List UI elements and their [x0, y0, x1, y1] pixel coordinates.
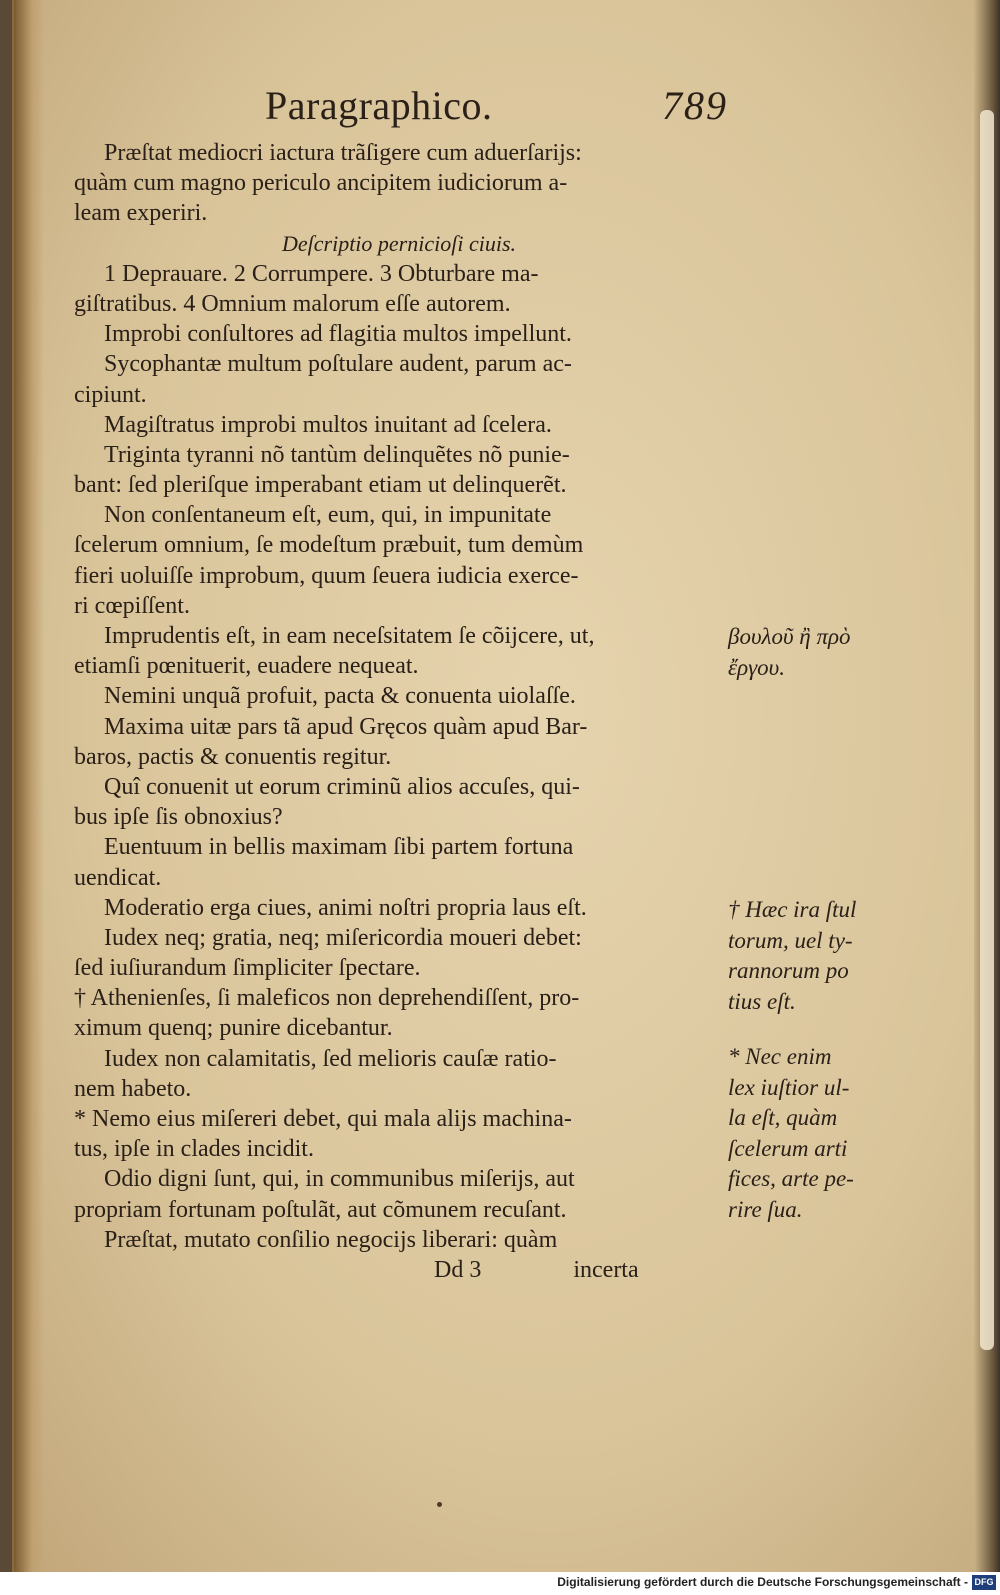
text-line: cipiunt.	[74, 381, 147, 408]
text-line: uendicat.	[74, 864, 162, 891]
margin-note-line: la eſt, quàm	[728, 1105, 838, 1130]
text-line: ximum quenq; punire dicebantur.	[74, 1015, 393, 1042]
page-gutter-shadow	[14, 0, 44, 1572]
dfg-logo: DFG	[972, 1575, 996, 1590]
text-line: baros, pactis & conuentis regitur.	[74, 743, 392, 770]
text-line: fieri uoluiſſe improbum, quum ſeuera iudicia exerce-	[74, 562, 579, 589]
running-header	[265, 82, 740, 132]
text-line: Magiſtratus improbi multos inuitant ad ſcelera.	[104, 411, 552, 438]
digitization-footer	[0, 1572, 1000, 1595]
text-line: propriam fortunam poſtulãt, aut cõmunem recuſant.	[74, 1196, 567, 1223]
page-edge-strip	[980, 110, 994, 1350]
text-line: nem habeto.	[74, 1075, 192, 1102]
ink-speck	[437, 1502, 442, 1507]
text-line: Improbi conſultores ad flagitia multos impellunt.	[104, 321, 572, 348]
margin-note-line: ſcelerum arti	[728, 1135, 848, 1161]
text-line: Non conſentaneum eſt, eum, qui, in impunitate	[104, 502, 552, 529]
text-line: Imprudentis eſt, in eam neceſsitatem ſe cõijcere, ut,	[104, 623, 595, 649]
text-line: * Nemo eius miſereri debet, qui mala alijs machina-	[74, 1106, 572, 1132]
text-line: † Athenienſes, ſi maleficos non deprehendiſſent, pro-	[74, 985, 580, 1012]
text-line: etiamſi pœnituerit, euadere nequeat.	[74, 653, 419, 680]
text-line: Triginta tyranni nõ tantùm delinquẽtes nõ punie-	[104, 441, 570, 468]
signature-line	[74, 1255, 724, 1285]
margin-note-line: torum, uel ty-	[728, 927, 853, 953]
main-text-block	[74, 138, 724, 1285]
margin-note-line: βουλοῦ ἢ πρὸ	[728, 624, 851, 649]
text-line: Odio digni ſunt, qui, in communibus miſerijs, aut	[104, 1166, 575, 1193]
margin-note-line: tius eſt.	[728, 988, 796, 1014]
text-line: Sycophantæ multum poſtulare audent, parum ac-	[104, 351, 572, 378]
text-line: ri cœpiſſent.	[74, 592, 190, 619]
page-number: 789	[662, 83, 728, 128]
text-line: Quî conuenit ut eorum criminũ alios accuſes, qui-	[104, 773, 580, 800]
text-line: Iudex neq; gratia, neq; miſericordia moueri debet:	[104, 924, 582, 951]
text-line: Præſtat, mutato conſilio negocijs liberari: quàm	[104, 1226, 558, 1253]
margin-note-line: rire ſua.	[728, 1196, 803, 1222]
margin-note-line: fices, arte pe-	[728, 1166, 854, 1191]
section-heading: Deſcriptio pernicioſi ciuis.	[281, 230, 517, 256]
text-line: Nemini unquã profuit, pacta & conuenta uiolaſſe.	[104, 683, 576, 710]
text-line: tus, ipſe in clades incidit.	[74, 1136, 314, 1163]
margin-note-asterisk	[728, 1042, 898, 1225]
text-line: bus ipſe ſis obnoxius?	[74, 804, 283, 831]
margin-note-line: lex iuſtior ul-	[728, 1074, 850, 1100]
margin-note-line: † Hæc ira ſtul	[728, 897, 857, 922]
text-line: ſed iuſiurandum ſimpliciter ſpectare.	[74, 955, 421, 982]
margin-note-dagger	[728, 895, 898, 1017]
text-line: Maxima uitæ pars tã apud Gręcos quàm apud Bar-	[104, 713, 588, 740]
catchword: incerta	[573, 1256, 639, 1283]
margin-note-line: rannorum po	[728, 958, 849, 983]
text-line: Moderatio erga ciues, animi noſtri propria laus eſt.	[104, 894, 587, 921]
text-line: ſcelerum omnium, ſe modeſtum præbuit, tum demùm	[74, 532, 584, 559]
margin-note-line: ἔργου.	[728, 654, 785, 680]
text-line: leam experiri.	[74, 200, 208, 227]
text-line: Euentuum in bellis maximam ſibi partem fortuna	[104, 834, 574, 861]
text-line: 1 Deprauare. 2 Corrumpere. 3 Obturbare ma-	[104, 260, 539, 287]
margin-note-greek	[728, 622, 898, 683]
text-line: Iudex non calamitatis, ſed melioris cauſæ ratio-	[104, 1045, 557, 1072]
margin-note-line: * Nec enim	[728, 1044, 832, 1069]
text-line: quàm cum magno periculo ancipitem iudiciorum a-	[74, 170, 568, 197]
text-line: bant: ſed pleriſque imperabant etiam ut delinquerẽt.	[74, 472, 567, 499]
text-line: giſtratibus. 4 Omnium malorum eſſe autorem.	[74, 290, 511, 317]
text-line: Præſtat mediocri iactura trãſigere cum aduerſarijs:	[104, 140, 582, 166]
running-title: Paragraphico.	[265, 83, 493, 128]
footer-credit: Digitalisierung gefördert durch die Deutsche Forschungsgemeinschaft -	[557, 1575, 968, 1589]
signature-mark: Dd 3	[434, 1256, 482, 1283]
